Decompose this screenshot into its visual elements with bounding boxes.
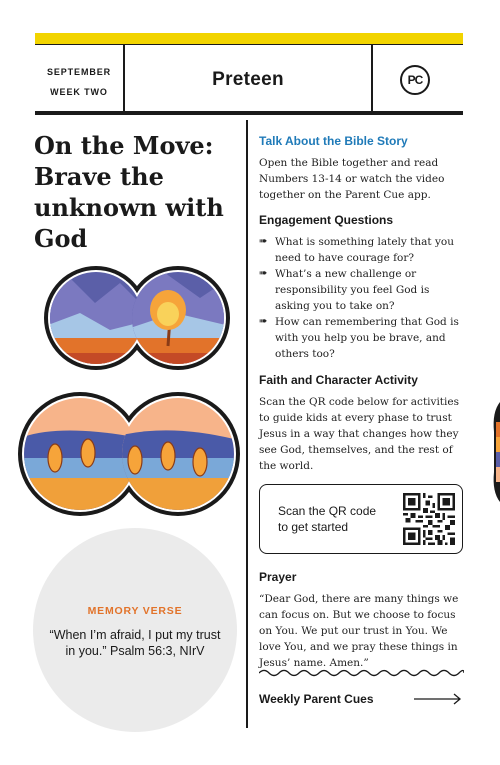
memory-verse-text: “When I’m afraid, I put my trust in you.” Psalm 56:3, NIrV bbox=[49, 628, 221, 658]
desert-scene-lens bbox=[40, 258, 240, 378]
header-month: SEPTEMBER bbox=[46, 67, 112, 77]
list-item: ➠ What’s a new challenge or responsibility you feel God is asking you to take on? bbox=[259, 268, 430, 312]
list-item: ➠ What is something lately that you need to have courage for? bbox=[259, 236, 454, 264]
prayer-text: “Dear God, there are many things we can focus on. But we choose to focus on You. We put our trust in You. We love You, and we pray these things in Jesus’ name. Amen.” bbox=[259, 593, 459, 669]
prayer-heading: Prayer bbox=[259, 570, 297, 584]
wavy-divider bbox=[259, 668, 464, 678]
qr-code-box[interactable] bbox=[259, 484, 463, 554]
wheat-field-lens bbox=[18, 388, 240, 518]
pointer-arrow-icon: ➠ bbox=[259, 236, 268, 247]
engagement-heading: Engagement Questions bbox=[259, 213, 394, 227]
qr-code-icon[interactable] bbox=[403, 493, 455, 545]
activity-text: Scan the QR code below for activities to guide kids at every phase to trust Jesus in a way that changes how they see God, themselves, and the rest of the world. bbox=[259, 396, 459, 472]
page-header bbox=[35, 44, 463, 115]
memory-verse-circle bbox=[33, 528, 237, 732]
bible-story-heading: Talk About the Bible Story bbox=[259, 134, 408, 148]
header-title: Preteen bbox=[212, 69, 284, 90]
pointer-arrow-icon: ➠ bbox=[259, 268, 268, 279]
header-week: WEEK TWO bbox=[50, 87, 108, 97]
binocular-illustration bbox=[0, 258, 246, 523]
arrow-right-icon[interactable] bbox=[414, 693, 462, 705]
qr-code-caption: Scan the QR code to get started bbox=[278, 504, 377, 534]
parent-cue-logo-icon: PС bbox=[400, 65, 430, 95]
activity-heading: Faith and Character Activity bbox=[259, 373, 418, 387]
pointer-arrow-icon: ➠ bbox=[259, 316, 268, 327]
column-divider bbox=[246, 120, 248, 728]
list-item: ➠ How can remembering that God is with you help you be brave, and others too? bbox=[259, 316, 459, 360]
bible-story-text: Open the Bible together and read Numbers 13-14 or watch the video together on the Parent Cue app. bbox=[259, 157, 445, 201]
memory-verse-label: MEMORY VERSE bbox=[87, 605, 183, 617]
next-page-peek bbox=[490, 402, 500, 502]
header-divider bbox=[371, 45, 373, 114]
engagement-questions-list bbox=[259, 234, 464, 362]
right-column bbox=[259, 134, 464, 671]
weekly-parent-cues-link[interactable]: Weekly Parent Cues bbox=[259, 692, 374, 706]
page-title: On the Move: Brave the unknown with God bbox=[34, 131, 224, 253]
top-accent-bar bbox=[35, 33, 463, 44]
